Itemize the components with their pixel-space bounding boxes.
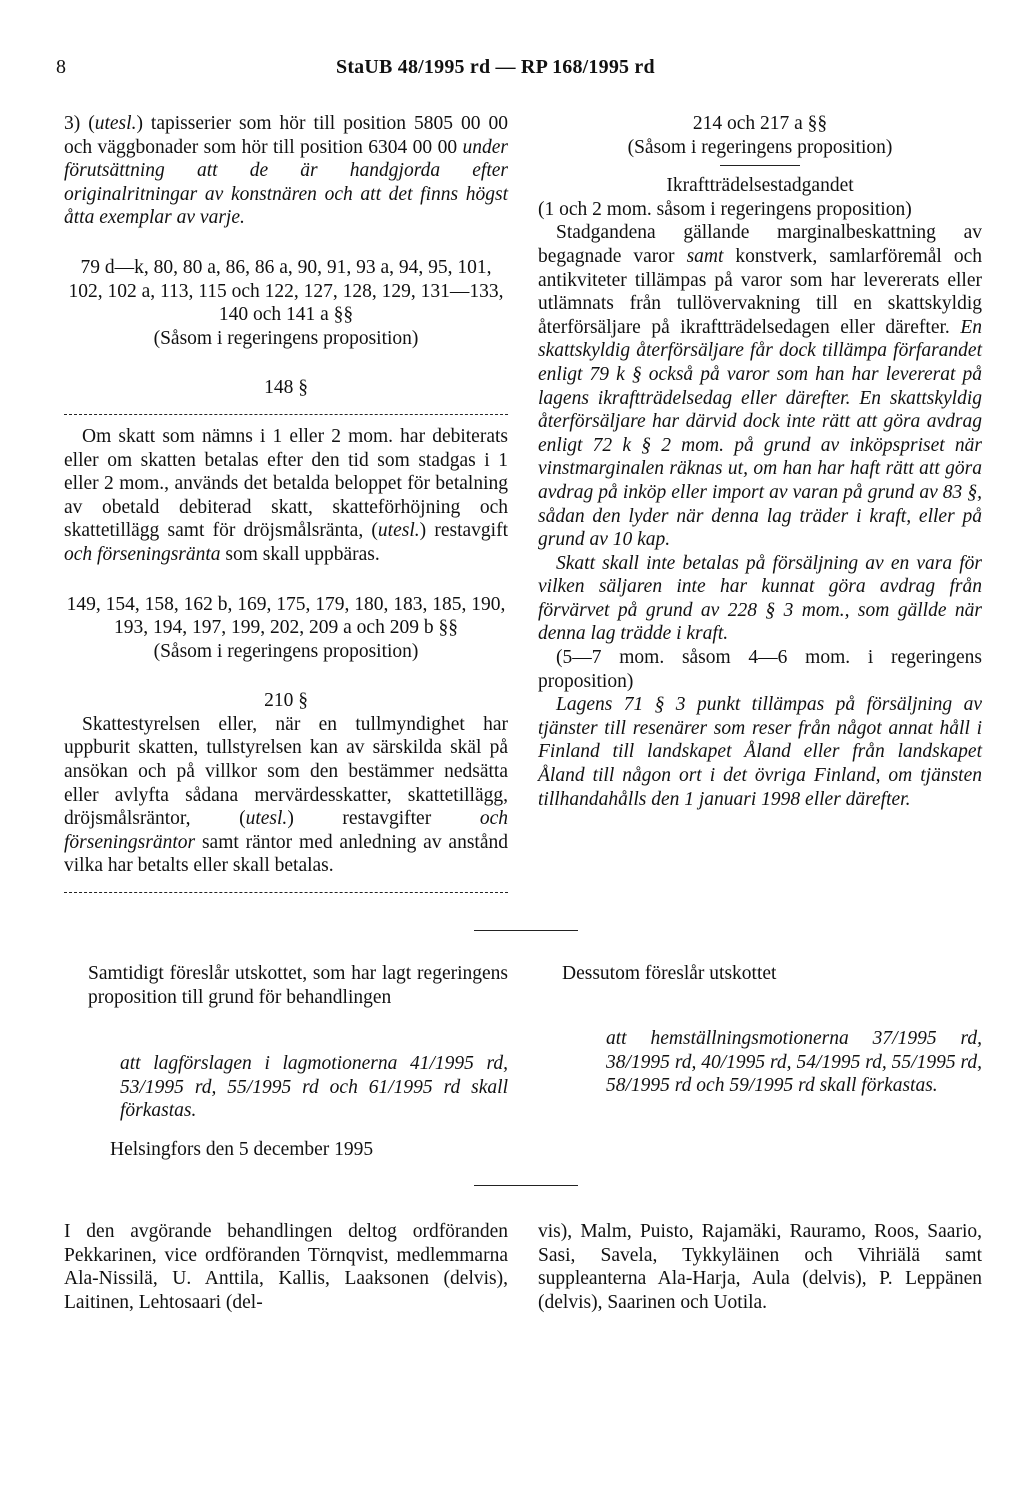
center-divider: [474, 930, 578, 931]
paragraph-mom-note: (5—7 mom. såsom 4—6 mom. i regeringens proposition): [538, 647, 982, 692]
section-heading-149-note: (Såsom i regeringens proposition): [153, 640, 419, 662]
conclusion-left-intro: Samtidigt föreslår utskottet, som har lagt regeringens proposition till grund för behandlingen: [88, 963, 508, 1008]
omission-divider: [64, 414, 508, 415]
running-head: StaUB 48/1995 rd — RP 168/1995 rd: [336, 56, 655, 78]
section-heading-79: 79 d—k, 80, 80 a, 86, 86 a, 90, 91, 93 a, 94, 95, 101, 102, 102 a, 113, 115 och 122, 127, 128, 129, 131—133, 140 och 141 a §§: [68, 256, 504, 326]
section-heading-214: 214 och 217 a §§: [692, 113, 828, 134]
page-number: 8: [56, 56, 66, 78]
paragraph-lagens: Lagens 71 § 3 punkt tillämpas på försäljning av tjänster till resenärer som reser från något annat håll i Finland till landskapet Åland eller från landskapet Åland till någon ort i det övriga Finland, om tjänsten tillhandahålls den 1 januari 1998 eller därefter.: [538, 694, 982, 810]
paragraph-skatt: Skatt skall inte betalas på försäljning av en vara för vilken säljaren inte har kunnat göra avdrag från förvärvet på grund av 228 § 3 mom., som gällde när denna lag trädde i kraft.: [538, 552, 982, 645]
ikraft-note: (1 och 2 mom. såsom i regeringens proposition): [538, 198, 912, 220]
left-column: [64, 112, 508, 903]
paragraph-148: Om skatt som nämns i 1 eller 2 mom. har debiterats eller om skatten betalas efter den tid som stadgas i 1 eller 2 mom., används det betalda beloppet för betalning av obetald debiterad skatt, skatteförhöjning och skattetillägg samt för dröjsmålsränta, (utesl.) restavgift och förseningsränta som skall uppbäras.: [64, 425, 508, 565]
paragraph-stadgandena: Stadgandena gällande marginalbeskattning av begagnade varor samt konstverk, samlarföremål och antikviteter tillämpas på varor som har levererats eller utlämnats från tullövervakning till en skattskyldig återförsäljare på ikraftträdelsedagen eller därefter. En skattskyldig återförsäljare får dock tillämpa förfarandet enligt 79 k § också på varor som han har levererat på lagens ikraftträdelsedag eller därefter. En skattskyldig återförsäljare har därvid dock inte rätt att göra avdrag enligt 72 k § 2 mom. på grund av inköpspriset när vinstmarginalen räknas ut, om han har haft rätt att göra avdrag på inköp eller import av varan på grund av 83 §, sådan den lyder när denna lag träder i kraft, eller på grund av 10 kap.: [538, 222, 983, 551]
participants-right: vis), Malm, Puisto, Rajamäki, Rauramo, Roos, Saario, Sasi, Savela, Tykkyläinen och Vihriälä samt suppleanterna Ala-Harja, Aula (delvis), P. Leppänen (delvis), Saarinen och Uotila.: [538, 1221, 982, 1313]
section-heading-148: 148 §: [264, 377, 308, 399]
section-heading-79-note: (Såsom i regeringens proposition): [153, 327, 419, 349]
omission-divider: [64, 892, 508, 893]
conclusion-right-att: att hemställningsmotionerna 37/1995 rd, 38/1995 rd, 40/1995 rd, 54/1995 rd, 55/1995 rd, 58/1995 rd och 59/1995 rd skall förkastas.: [606, 1028, 982, 1097]
paragraph-tapisserier: 3) (utesl.) tapisserier som hör till position 5805 00 00 och väggbonader som hör till position 6304 00 00 under förutsättning att de är handgjorda efter originalritningar av konstnären och att det finns högst åtta exemplar av varje.: [64, 113, 508, 229]
participants-left: I den avgörande behandlingen deltog ordföranden Pekkarinen, vice ordföranden Törnqvist, medlemmarna Ala-Nissilä, U. Anttila, Kallis, Laaksonen (delvis), Laitinen, Lehtosaari (del-: [64, 1221, 508, 1313]
section-heading-149: 149, 154, 158, 162 b, 169, 175, 179, 180, 183, 185, 190, 193, 194, 197, 199, 202, 209 a och 209 b §§: [66, 593, 506, 639]
section-heading-ikraft: Ikraftträdelsestadgandet: [666, 175, 854, 197]
center-divider: [474, 1185, 578, 1186]
right-column: [538, 112, 982, 811]
section-rule: [720, 165, 800, 166]
paragraph-210: Skattestyrelsen eller, när en tullmyndighet har uppburit skatten, tullstyrelsen kan av särskilda skäl på ansökan och på villkor som den bestämmer nedsätta eller avlyfta sådana mervärdesskatter, skattetillägg, dröjsmålsräntor, (utesl.) restavgifter och förseningsräntor samt räntor med anledning av anstånd vilka har betalts eller skall betalas.: [64, 713, 508, 877]
conclusion-right-intro: Dessutom föreslår utskottet: [562, 963, 777, 984]
conclusion-left-att: att lagförslagen i lagmotionerna 41/1995 rd, 53/1995 rd, 55/1995 rd och 61/1995 rd skall förkastas.: [120, 1053, 508, 1122]
section-heading-214-note: (Såsom i regeringens proposition): [627, 136, 893, 158]
place-date: Helsingfors den 5 december 1995: [110, 1139, 374, 1160]
section-heading-210: 210 §: [264, 690, 308, 712]
